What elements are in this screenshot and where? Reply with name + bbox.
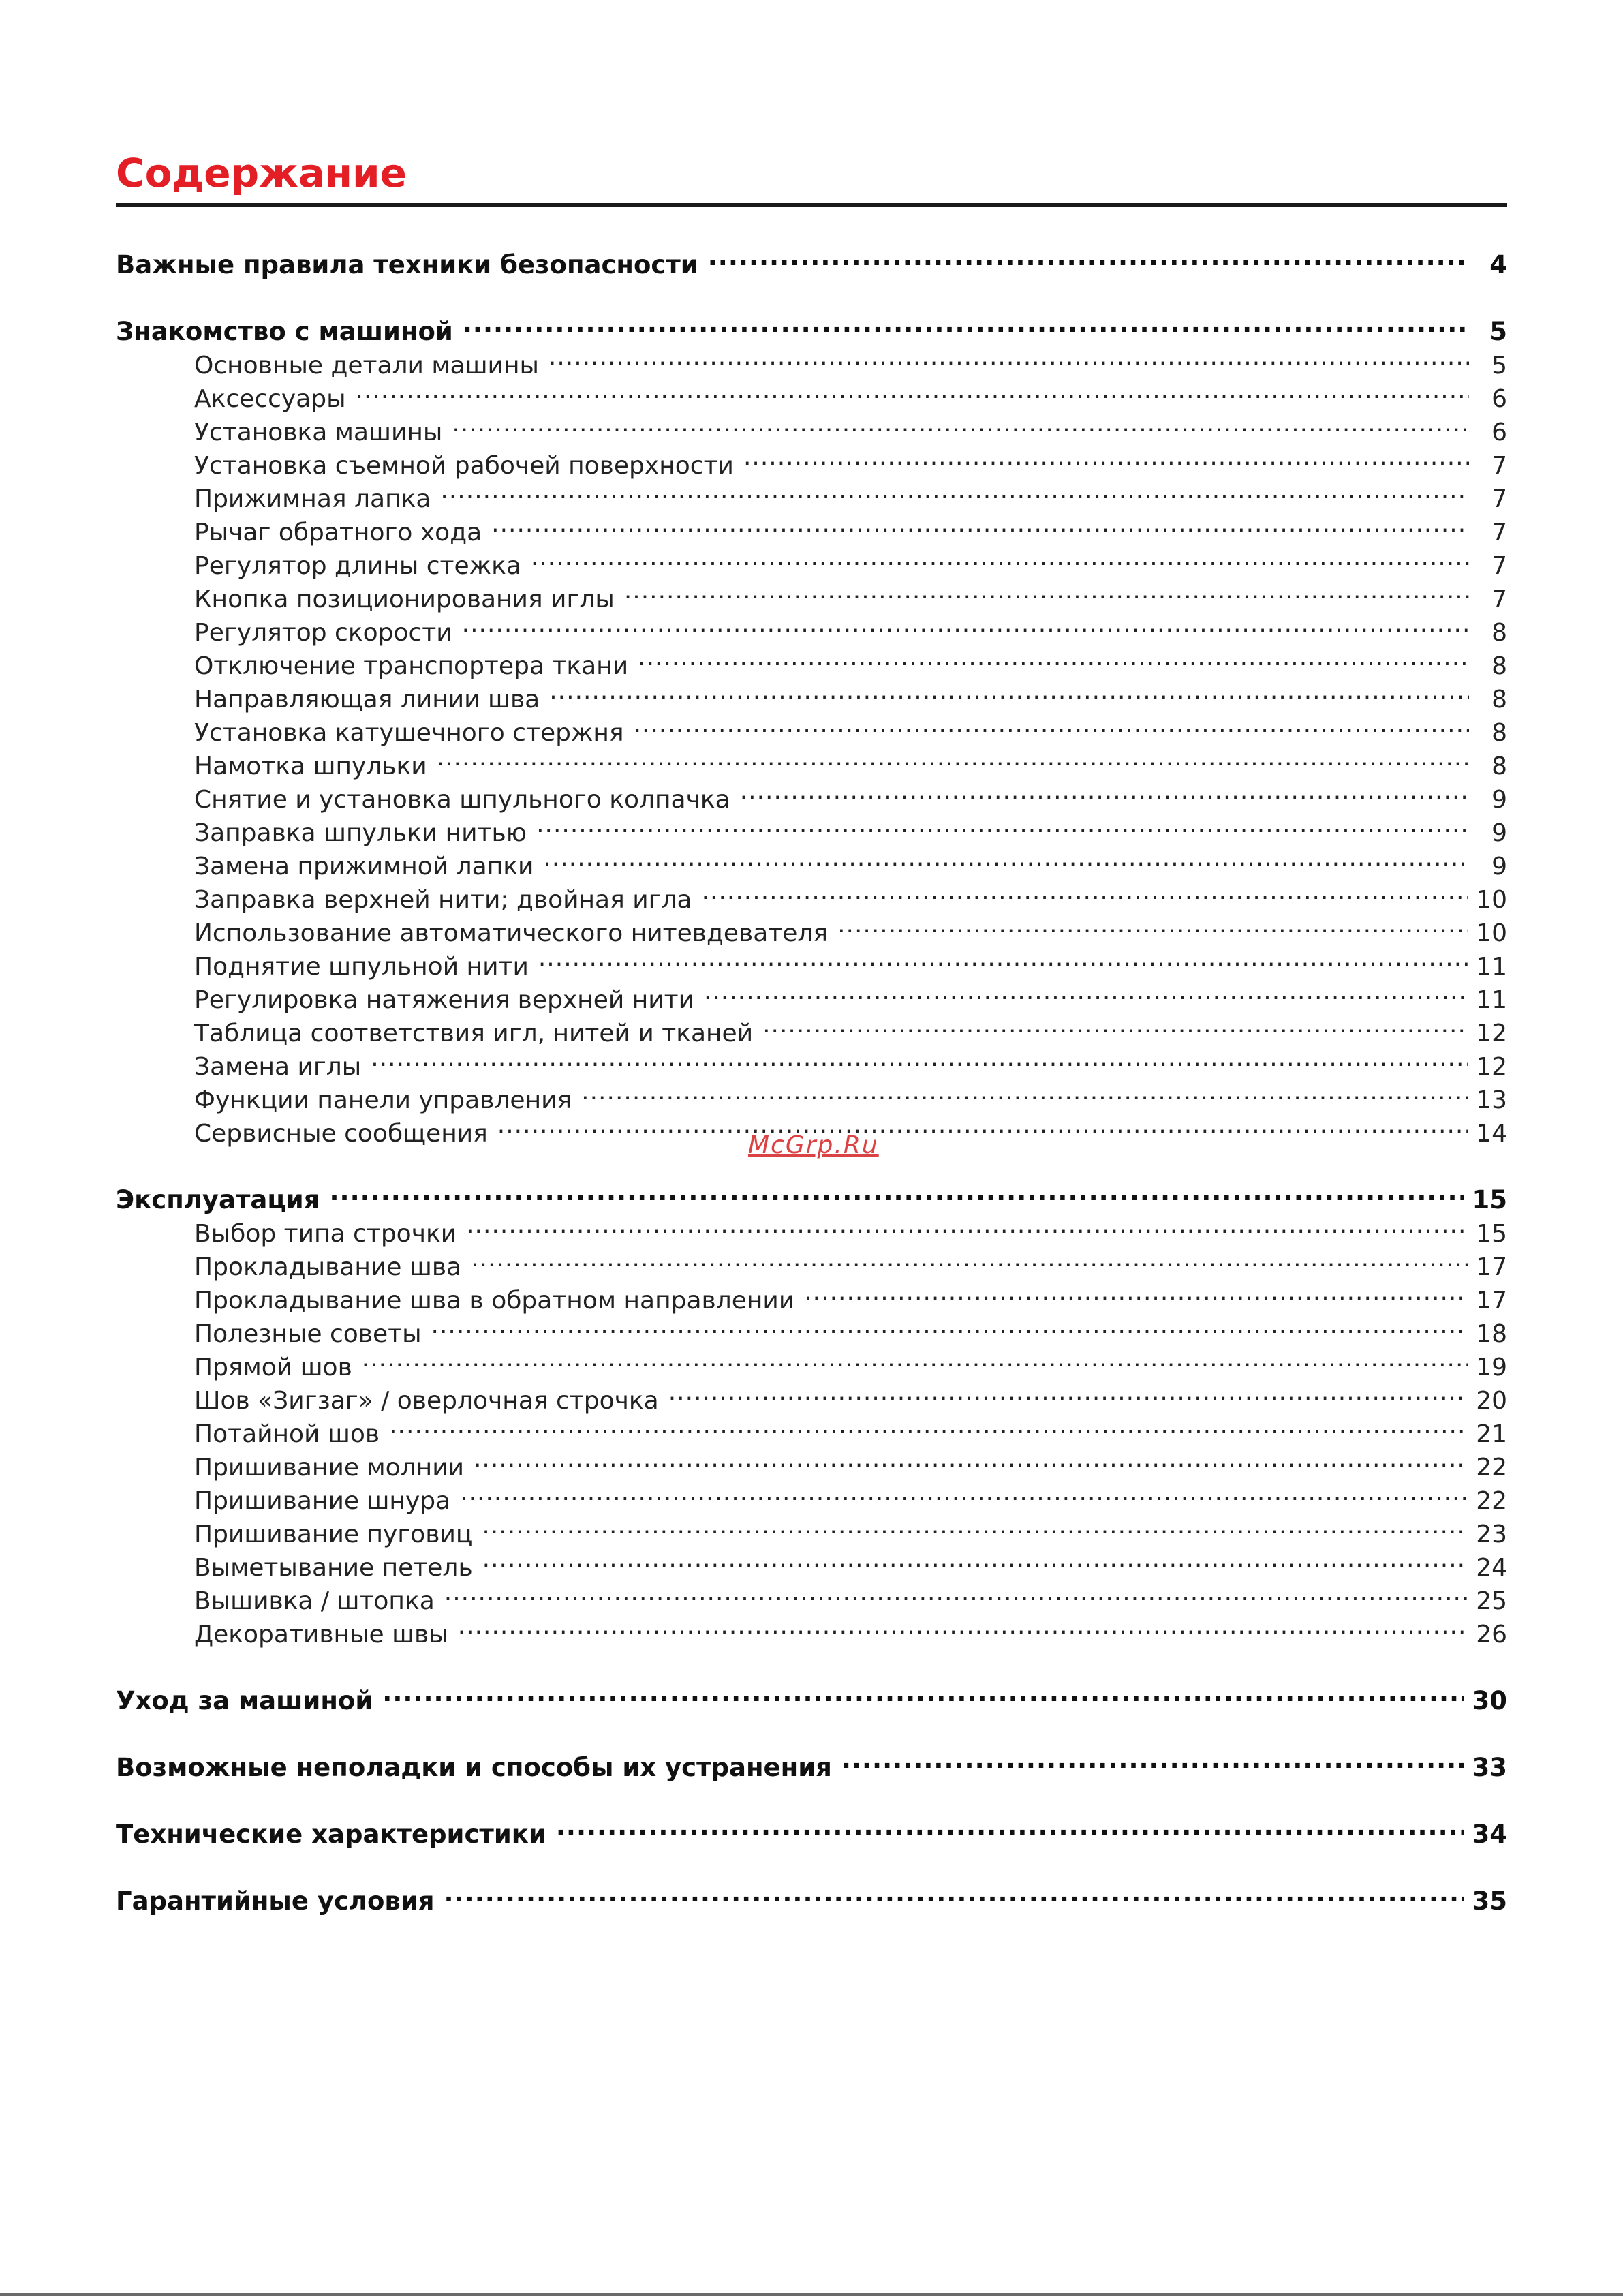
dot-leader	[440, 474, 1469, 507]
toc-entry-label: Прокладывание шва	[194, 1253, 462, 1281]
toc-section-label: Важные правила техники безопасности	[116, 250, 698, 279]
toc-entry-label: Полезные советы	[194, 1320, 422, 1348]
toc-entry-label: Направляющая линии шва	[194, 686, 540, 714]
dot-leader	[556, 1809, 1464, 1843]
toc-entry-page-number: 12	[1476, 1053, 1507, 1081]
toc-entry-label: Шов «Зигзаг» / оверлочная строчка	[194, 1387, 659, 1415]
toc-entry-page-number: 21	[1476, 1420, 1507, 1448]
toc-section-label: Эксплуатация	[116, 1185, 320, 1214]
toc-entry-page-number: 11	[1476, 986, 1507, 1014]
toc-section-page-number: 34	[1472, 1820, 1507, 1849]
toc-entry-page-number: 7	[1491, 552, 1507, 580]
dot-leader	[437, 741, 1469, 774]
toc-entry-page-number: 25	[1476, 1587, 1507, 1615]
dot-leader	[497, 1108, 1468, 1142]
dot-leader	[704, 975, 1468, 1008]
dot-leader	[538, 941, 1468, 975]
dot-leader	[743, 440, 1469, 474]
toc-entry-label: Пришивание молнии	[194, 1454, 464, 1482]
toc-entry-page-number: 10	[1476, 919, 1507, 947]
toc-entry-label: Декоративные швы	[194, 1621, 448, 1649]
toc-section-label: Гарантийные условия	[116, 1886, 435, 1916]
toc-entry-page-number: 7	[1491, 585, 1507, 613]
toc-section[interactable]	[116, 1676, 1507, 1715]
toc-entry-label: Установка съемной рабочей поверхности	[194, 452, 734, 480]
dot-leader	[491, 507, 1469, 540]
toc-section-label: Уход за машиной	[116, 1686, 373, 1715]
dot-leader	[708, 240, 1469, 273]
toc-entry-label: Пришивание пуговиц	[194, 1520, 473, 1548]
toc-section-page-number: 5	[1489, 317, 1507, 346]
dot-leader	[837, 908, 1468, 941]
toc-entry-label: Функции панели управления	[194, 1086, 572, 1114]
page-bottom-edge	[0, 2293, 1623, 2296]
toc-entry-label: Регулятор скорости	[194, 619, 452, 647]
toc-section-page-number: 30	[1472, 1686, 1507, 1715]
toc-entry-label: Прямой шов	[194, 1353, 352, 1381]
toc-entry-page-number: 15	[1476, 1220, 1507, 1248]
dot-leader	[536, 808, 1469, 841]
toc-section-page-number: 33	[1472, 1753, 1507, 1782]
dot-leader	[841, 1743, 1464, 1776]
toc-entry-page-number: 5	[1491, 352, 1507, 380]
toc-entry-page-number: 8	[1491, 719, 1507, 747]
toc-entry-page-number: 9	[1491, 853, 1507, 881]
toc-entry-page-number: 20	[1476, 1387, 1507, 1415]
toc-entry-page-number: 23	[1476, 1520, 1507, 1548]
toc-entry-page-number: 6	[1491, 418, 1507, 446]
toc-entry-label: Основные детали машины	[194, 352, 539, 380]
dot-leader	[762, 1008, 1468, 1041]
toc-entry-label: Аксессуары	[194, 385, 346, 413]
dot-leader	[474, 1442, 1468, 1475]
toc-entry-page-number: 11	[1476, 953, 1507, 981]
toc-entry-page-number: 7	[1491, 452, 1507, 480]
watermark: McGrp.Ru	[748, 1131, 879, 1159]
toc-section-label: Знакомство с машиной	[116, 317, 453, 346]
dot-leader	[740, 774, 1469, 808]
dot-leader	[471, 1242, 1468, 1275]
dot-leader	[389, 1409, 1468, 1442]
toc-entry-label: Выбор типа строчки	[194, 1220, 457, 1248]
toc-entry-label: Прокладывание шва в обратном направлении	[194, 1287, 795, 1315]
table-of-contents	[116, 240, 1507, 1916]
dot-leader	[466, 1208, 1468, 1242]
dot-leader	[462, 607, 1469, 641]
toc-entry-page-number: 14	[1476, 1120, 1507, 1148]
dot-leader	[624, 574, 1469, 607]
toc-entry-page-number: 17	[1476, 1287, 1507, 1315]
toc-section[interactable]	[116, 240, 1507, 279]
toc-entry-page-number: 19	[1476, 1353, 1507, 1381]
toc-entry-label: Выметывание петель	[194, 1554, 473, 1582]
toc-entry-page-number: 13	[1476, 1086, 1507, 1114]
toc-entry-label: Намотка шпульки	[194, 752, 427, 780]
toc-section-page-number: 15	[1472, 1185, 1507, 1214]
toc-entry-page-number: 8	[1491, 652, 1507, 680]
toc-entry-page-number: 17	[1476, 1253, 1507, 1281]
dot-leader	[329, 1175, 1464, 1208]
toc-entry-page-number: 7	[1491, 519, 1507, 547]
dot-leader	[463, 307, 1469, 340]
dot-leader	[668, 1375, 1468, 1409]
toc-entry-label: Пришивание шнура	[194, 1487, 451, 1515]
dot-leader	[543, 841, 1469, 874]
toc-entry-page-number: 7	[1491, 485, 1507, 513]
dot-leader	[460, 1475, 1468, 1509]
toc-entry-label: Регулировка натяжения верхней нити	[194, 986, 695, 1014]
toc-entry-label: Рычаг обратного хода	[194, 519, 482, 547]
toc-section-label: Технические характеристики	[116, 1820, 546, 1849]
toc-entry-label: Заправка шпульки нитью	[194, 819, 527, 847]
dot-leader	[382, 1676, 1464, 1709]
dot-leader	[634, 707, 1469, 741]
toc-entry-page-number: 22	[1476, 1487, 1507, 1515]
toc-entry-label: Отключение транспортера ткани	[194, 652, 629, 680]
toc-entry-label: Замена прижимной лапки	[194, 853, 534, 881]
toc-entry-page-number: 8	[1491, 686, 1507, 714]
toc-section[interactable]	[116, 1809, 1507, 1849]
toc-entry-label: Поднятие шпульной нити	[194, 953, 529, 981]
toc-section[interactable]	[116, 1876, 1507, 1916]
dot-leader	[482, 1509, 1468, 1542]
toc-entry-page-number: 8	[1491, 752, 1507, 780]
dot-leader	[444, 1576, 1468, 1609]
dot-leader	[431, 1308, 1468, 1342]
dot-leader	[356, 373, 1469, 407]
toc-section[interactable]	[116, 1175, 1507, 1214]
toc-entry-page-number: 9	[1491, 786, 1507, 814]
toc-entry-page-number: 8	[1491, 619, 1507, 647]
dot-leader	[371, 1041, 1468, 1075]
toc-entry-page-number: 6	[1491, 385, 1507, 413]
toc-section[interactable]	[116, 307, 1507, 346]
toc-entry-label: Регулятор длины стежка	[194, 552, 521, 580]
toc-entry-page-number: 9	[1491, 819, 1507, 847]
toc-entry-label: Снятие и установка шпульного колпачка	[194, 786, 730, 814]
toc-entry-label: Замена иглы	[194, 1053, 362, 1081]
toc-entry-label: Таблица соответствия игл, нитей и тканей	[194, 1020, 754, 1047]
dot-leader	[804, 1275, 1468, 1308]
dot-leader	[702, 874, 1468, 908]
toc-entry-page-number: 10	[1476, 886, 1507, 914]
toc-entry-page-number: 22	[1476, 1454, 1507, 1482]
dot-leader	[452, 407, 1469, 440]
toc-entry-page-number: 12	[1476, 1020, 1507, 1047]
toc-entry-page-number: 24	[1476, 1554, 1507, 1582]
dot-leader	[362, 1342, 1468, 1375]
toc-section-label: Возможные неполадки и способы их устранения	[116, 1753, 832, 1782]
toc-entry-page-number: 18	[1476, 1320, 1507, 1348]
dot-leader	[444, 1876, 1464, 1910]
page-title: Содержание	[116, 150, 407, 196]
dot-leader	[581, 1075, 1468, 1108]
toc-entry-label: Вышивка / штопка	[194, 1587, 435, 1615]
toc-entry-label: Кнопка позиционирования иглы	[194, 585, 615, 613]
toc-entry-label: Заправка верхней нити; двойная игла	[194, 886, 692, 914]
toc-entry-label: Сервисные сообщения	[194, 1120, 488, 1148]
toc-entry-label: Установка машины	[194, 418, 443, 446]
toc-entry-page-number: 26	[1476, 1621, 1507, 1649]
toc-section-page-number: 35	[1472, 1886, 1507, 1916]
dot-leader	[549, 674, 1469, 707]
dot-leader	[638, 641, 1469, 674]
dot-leader	[531, 540, 1469, 574]
toc-section-page-number: 4	[1489, 250, 1507, 279]
toc-entry-label: Прижимная лапка	[194, 485, 431, 513]
dot-leader	[458, 1609, 1468, 1642]
dot-leader	[548, 340, 1469, 373]
dot-leader	[482, 1542, 1468, 1576]
title-divider	[116, 203, 1507, 207]
toc-entry-label: Использование автоматического нитевдевателя	[194, 919, 829, 947]
toc-entry-label: Потайной шов	[194, 1420, 380, 1448]
toc-entry-label: Установка катушечного стержня	[194, 719, 624, 747]
toc-section[interactable]	[116, 1743, 1507, 1782]
